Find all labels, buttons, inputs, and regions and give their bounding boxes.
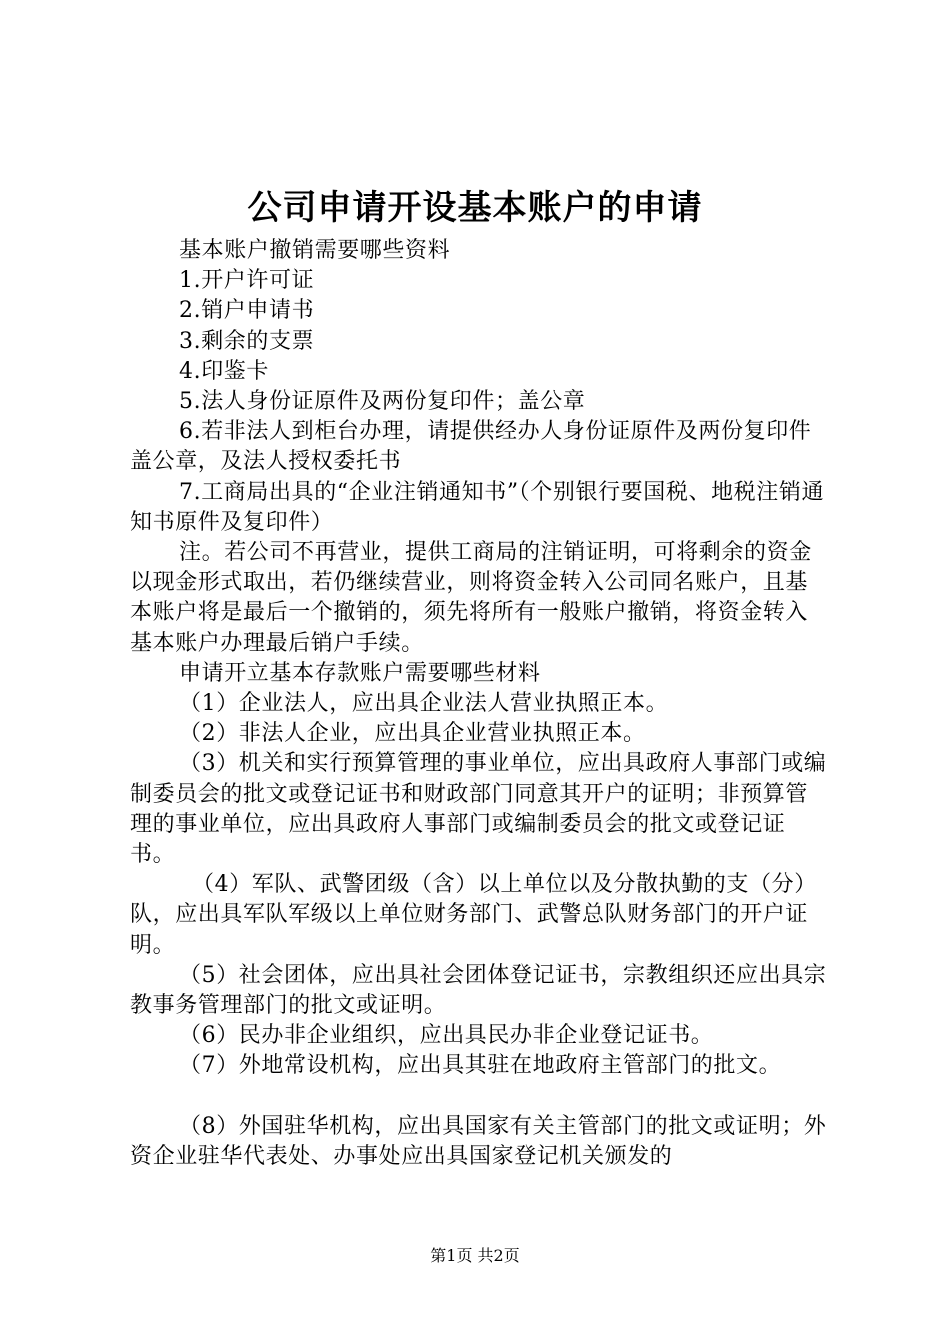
page-footer: 第1页 共2页 [430,1246,520,1265]
paragraph-10: 申请开立基本存款账户需要哪些材料 [179,660,541,686]
paragraph-14: （4）军队、武警团级（含）以上单位以及分散执勤的支（分）队，应出具军队军级以上单位财务部门、武警总队财务部门的开户证明。 [130,872,817,958]
paragraph-8: 7.工商局出具的“企业注销通知书”（个别银行要国税、地税注销通知书原件及复印件） [130,479,825,535]
paragraph-17: （7）外地常设机构，应出具其驻在地政府主管部门的批文。 [179,1053,782,1079]
paragraph-2: 1.开户许可证 [179,268,315,294]
paragraph-9: 注。若公司不再营业，提供工商局的注销证明，可将剩余的资金以现金形式取出，若仍继续营业，则将资金转入公司同名账户，且基本账户将是最后一个撤销的，须先将所有一般账户撤销，将资金转入基本账户办理最后销户手续。 [130,540,812,656]
paragraph-3: 2.销户申请书 [179,298,315,324]
paragraph-18: （8）外国驻华机构，应出具国家有关主管部门的批文或证明；外资企业驻华代表处、办事处应出具国家登记机关颁发的 [130,1113,827,1169]
paragraph-15: （5）社会团体，应出具社会团体登记证书，宗教组织还应出具宗教事务管理部门的批文或证明。 [130,962,827,1019]
paragraph-4: 3.剩余的支票 [179,328,315,354]
paragraph-5: 4.印鉴卡 [179,358,269,384]
document-title: 公司申请开设基本账户的申请 [247,188,703,228]
blank-line [130,1082,830,1112]
paragraph-16: （6）民办非企业组织，应出具民办非企业登记证书。 [179,1023,714,1049]
paragraph-12: （2）非法人企业，应出具企业营业执照正本。 [179,721,646,747]
paragraph-11: （1）企业法人，应出具企业法人营业执照正本。 [179,691,669,717]
paragraph-13: （3）机关和实行预算管理的事业单位，应出具政府人事部门或编制委员会的批文或登记证书和财政部门同意其开户的证明；非预算管理的事业单位，应出具政府人事部门或编制委员会的批文或登记证书。 [130,751,827,868]
paragraph-6: 5.法人身份证原件及两份复印件；盖公章 [179,389,586,415]
paragraph-7: 6.若非法人到柜台办理，请提供经办人身份证原件及两份复印件盖公章，及法人授权委托书 [130,419,812,475]
paragraph-1: 基本账户撤销需要哪些资料 [179,238,451,263]
document-body [130,236,830,1172]
